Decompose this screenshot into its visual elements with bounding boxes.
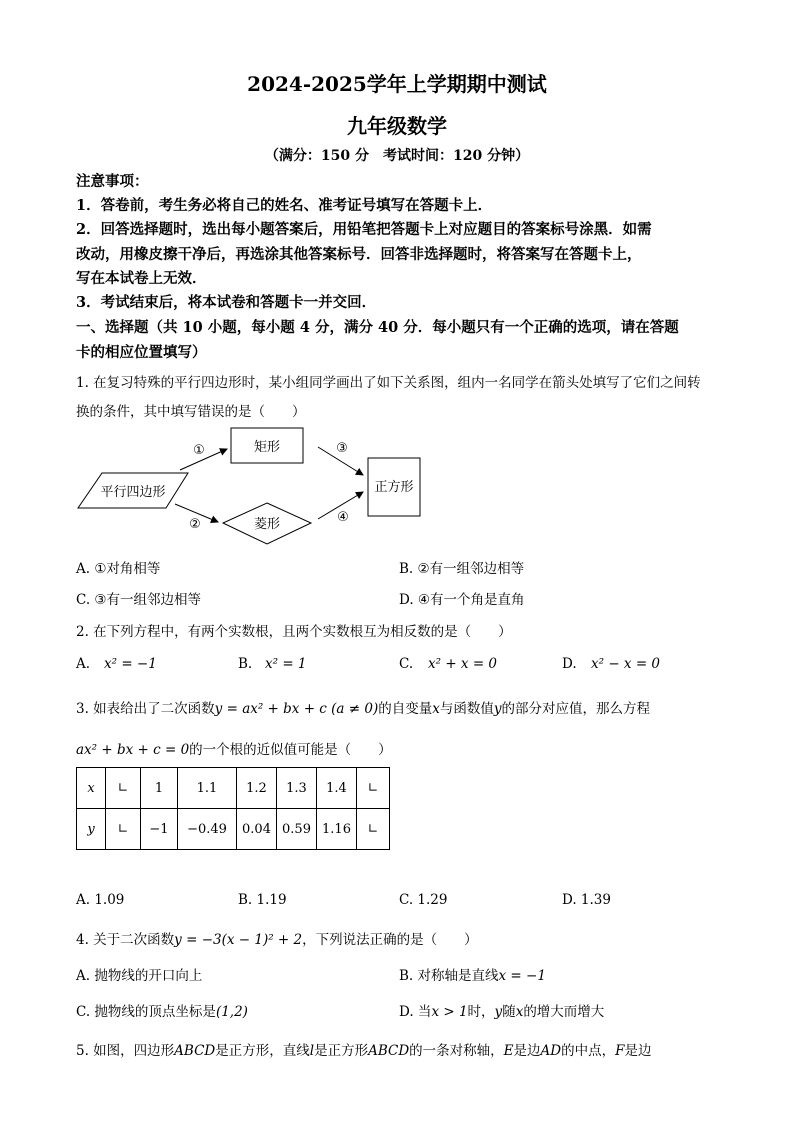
arrow-2-label: ② [189, 517, 201, 532]
q1-option-c: C. ③有一组邻边相等 [76, 592, 202, 608]
subject-title: 九年级数学 [347, 114, 447, 138]
table-cell: 0.59 [277, 809, 317, 850]
notice-line: 3．考试结束后，将本试卷和答题卡一并交回． [76, 294, 377, 311]
table-cell: −0.49 [178, 809, 237, 850]
q2-option-d: x² − x = 0 [591, 656, 661, 672]
quadratic-equation: ax² + bx + c = 0 [76, 742, 190, 758]
arrow-1-label: ① [193, 443, 205, 458]
rectangle-label: 矩形 [253, 440, 281, 455]
q4-option-d: D. 当x > 1时，y随x的增大而增大 [399, 1004, 605, 1020]
table-cell: ∟ [357, 768, 390, 809]
rhombus-label: 菱形 [253, 517, 281, 532]
table-cell: ∟ [106, 768, 141, 809]
q2-option-d-label: D. [562, 656, 577, 672]
arrow-4-label: ④ [337, 510, 349, 525]
table-cell: 1.3 [277, 768, 317, 809]
question-2-stem: 2. 在下列方程中，有两个实数根，且两个实数根互为相反数的是（ ） [76, 624, 512, 640]
q2-option-a-label: A. [76, 656, 91, 672]
table-cell: 1 [141, 768, 178, 809]
relationship-diagram [70, 420, 430, 555]
quadratic-function: y = −3(x − 1)² + 2 [174, 932, 303, 948]
arrow-3-label: ③ [336, 441, 348, 456]
notice-line: 1．答卷前，考生务必将自己的姓名、准考证号填写在答题卡上． [76, 197, 493, 214]
table-cell: 1.4 [317, 768, 357, 809]
q4-option-a: A. 抛物线的开口向上 [76, 968, 203, 984]
section-heading: 卡的相应位置填写） [76, 344, 207, 361]
value-table [76, 767, 390, 850]
q4-option-c: C. 抛物线的顶点坐标是(1,2) [76, 1004, 248, 1020]
q1-option-d: D. ④有一个角是直角 [399, 592, 525, 608]
q2-option-a: x² = −1 [104, 656, 157, 672]
q2-option-c: x² + x = 0 [428, 656, 498, 672]
table-row-y [77, 809, 390, 850]
question-1-stem: 换的条件，其中填写错误的是（ ） [76, 404, 306, 420]
exam-info: （满分：150 分 考试时间：120 分钟） [264, 148, 530, 164]
square-label: 正方形 [374, 480, 414, 495]
table-cell: 1.2 [237, 768, 277, 809]
notice-heading: 注意事项： [76, 173, 149, 190]
section-heading: 一、选择题（共 10 小题，每小题 4 分，满分 40 分．每小题只有一个正确的选项，请在答题 [76, 319, 679, 336]
q2-option-b-label: B. [238, 656, 253, 672]
table-cell: y [77, 809, 106, 850]
notice-line: 写在本试卷上无效． [76, 270, 207, 287]
q3-option-a: A. 1.09 [76, 892, 125, 908]
table-cell: ∟ [106, 809, 141, 850]
table-cell: −1 [141, 809, 178, 850]
table-cell: 1.16 [317, 809, 357, 850]
table-cell: x [77, 768, 106, 809]
question-1-stem: 1. 在复习特殊的平行四边形时，某小组同学画出了如下关系图，组内一名同学在箭头处填写了它们之间转 [76, 375, 701, 391]
table-cell: 0.04 [237, 809, 277, 850]
parallelogram-label: 平行四边形 [100, 485, 166, 500]
q3-option-d: D. 1.39 [562, 892, 611, 908]
q2-option-c-label: C. [399, 656, 414, 672]
notice-line: 2．回答选择题时，选出每小题答案后，用铅笔把答题卡上对应题目的答案标号涂黑．如需 [76, 221, 652, 238]
q3-option-c: C. 1.29 [399, 892, 448, 908]
q1-option-b: B. ②有一组邻边相等 [399, 561, 525, 577]
question-4-stem: 4. 关于二次函数y = −3(x − 1)² + 2，下列说法正确的是（ ） [76, 932, 478, 948]
question-3-stem-line2: ax² + bx + c = 0的一个根的近似值可能是（ ） [76, 742, 392, 758]
quadratic-function: y = ax² + bx + c (a ≠ 0) [214, 701, 379, 717]
table-row-x [77, 768, 390, 809]
notice-line: 改动，用橡皮擦干净后，再选涂其他答案标号．回答非选择题时，将答案写在答题卡上， [76, 246, 642, 263]
exam-title: 2024-2025学年上学期期中测试 [247, 72, 547, 96]
question-3-stem-line1: 3. 如表给出了二次函数y = ax² + bx + c (a ≠ 0)的自变量x与函数值y的部分对应值，那么方程 [76, 701, 650, 717]
question-5-stem: 5. 如图，四边形ABCD是正方形，直线l是正方形ABCD的一条对称轴，E是边AD的中点，F是边 [76, 1043, 652, 1059]
table-cell: 1.1 [178, 768, 237, 809]
q2-option-b: x² = 1 [265, 656, 307, 672]
table-cell: ∟ [357, 809, 390, 850]
q4-option-b: B. 对称轴是直线x = −1 [399, 968, 546, 984]
q3-option-b: B. 1.19 [238, 892, 287, 908]
q1-option-a: A. ①对角相等 [76, 561, 161, 577]
